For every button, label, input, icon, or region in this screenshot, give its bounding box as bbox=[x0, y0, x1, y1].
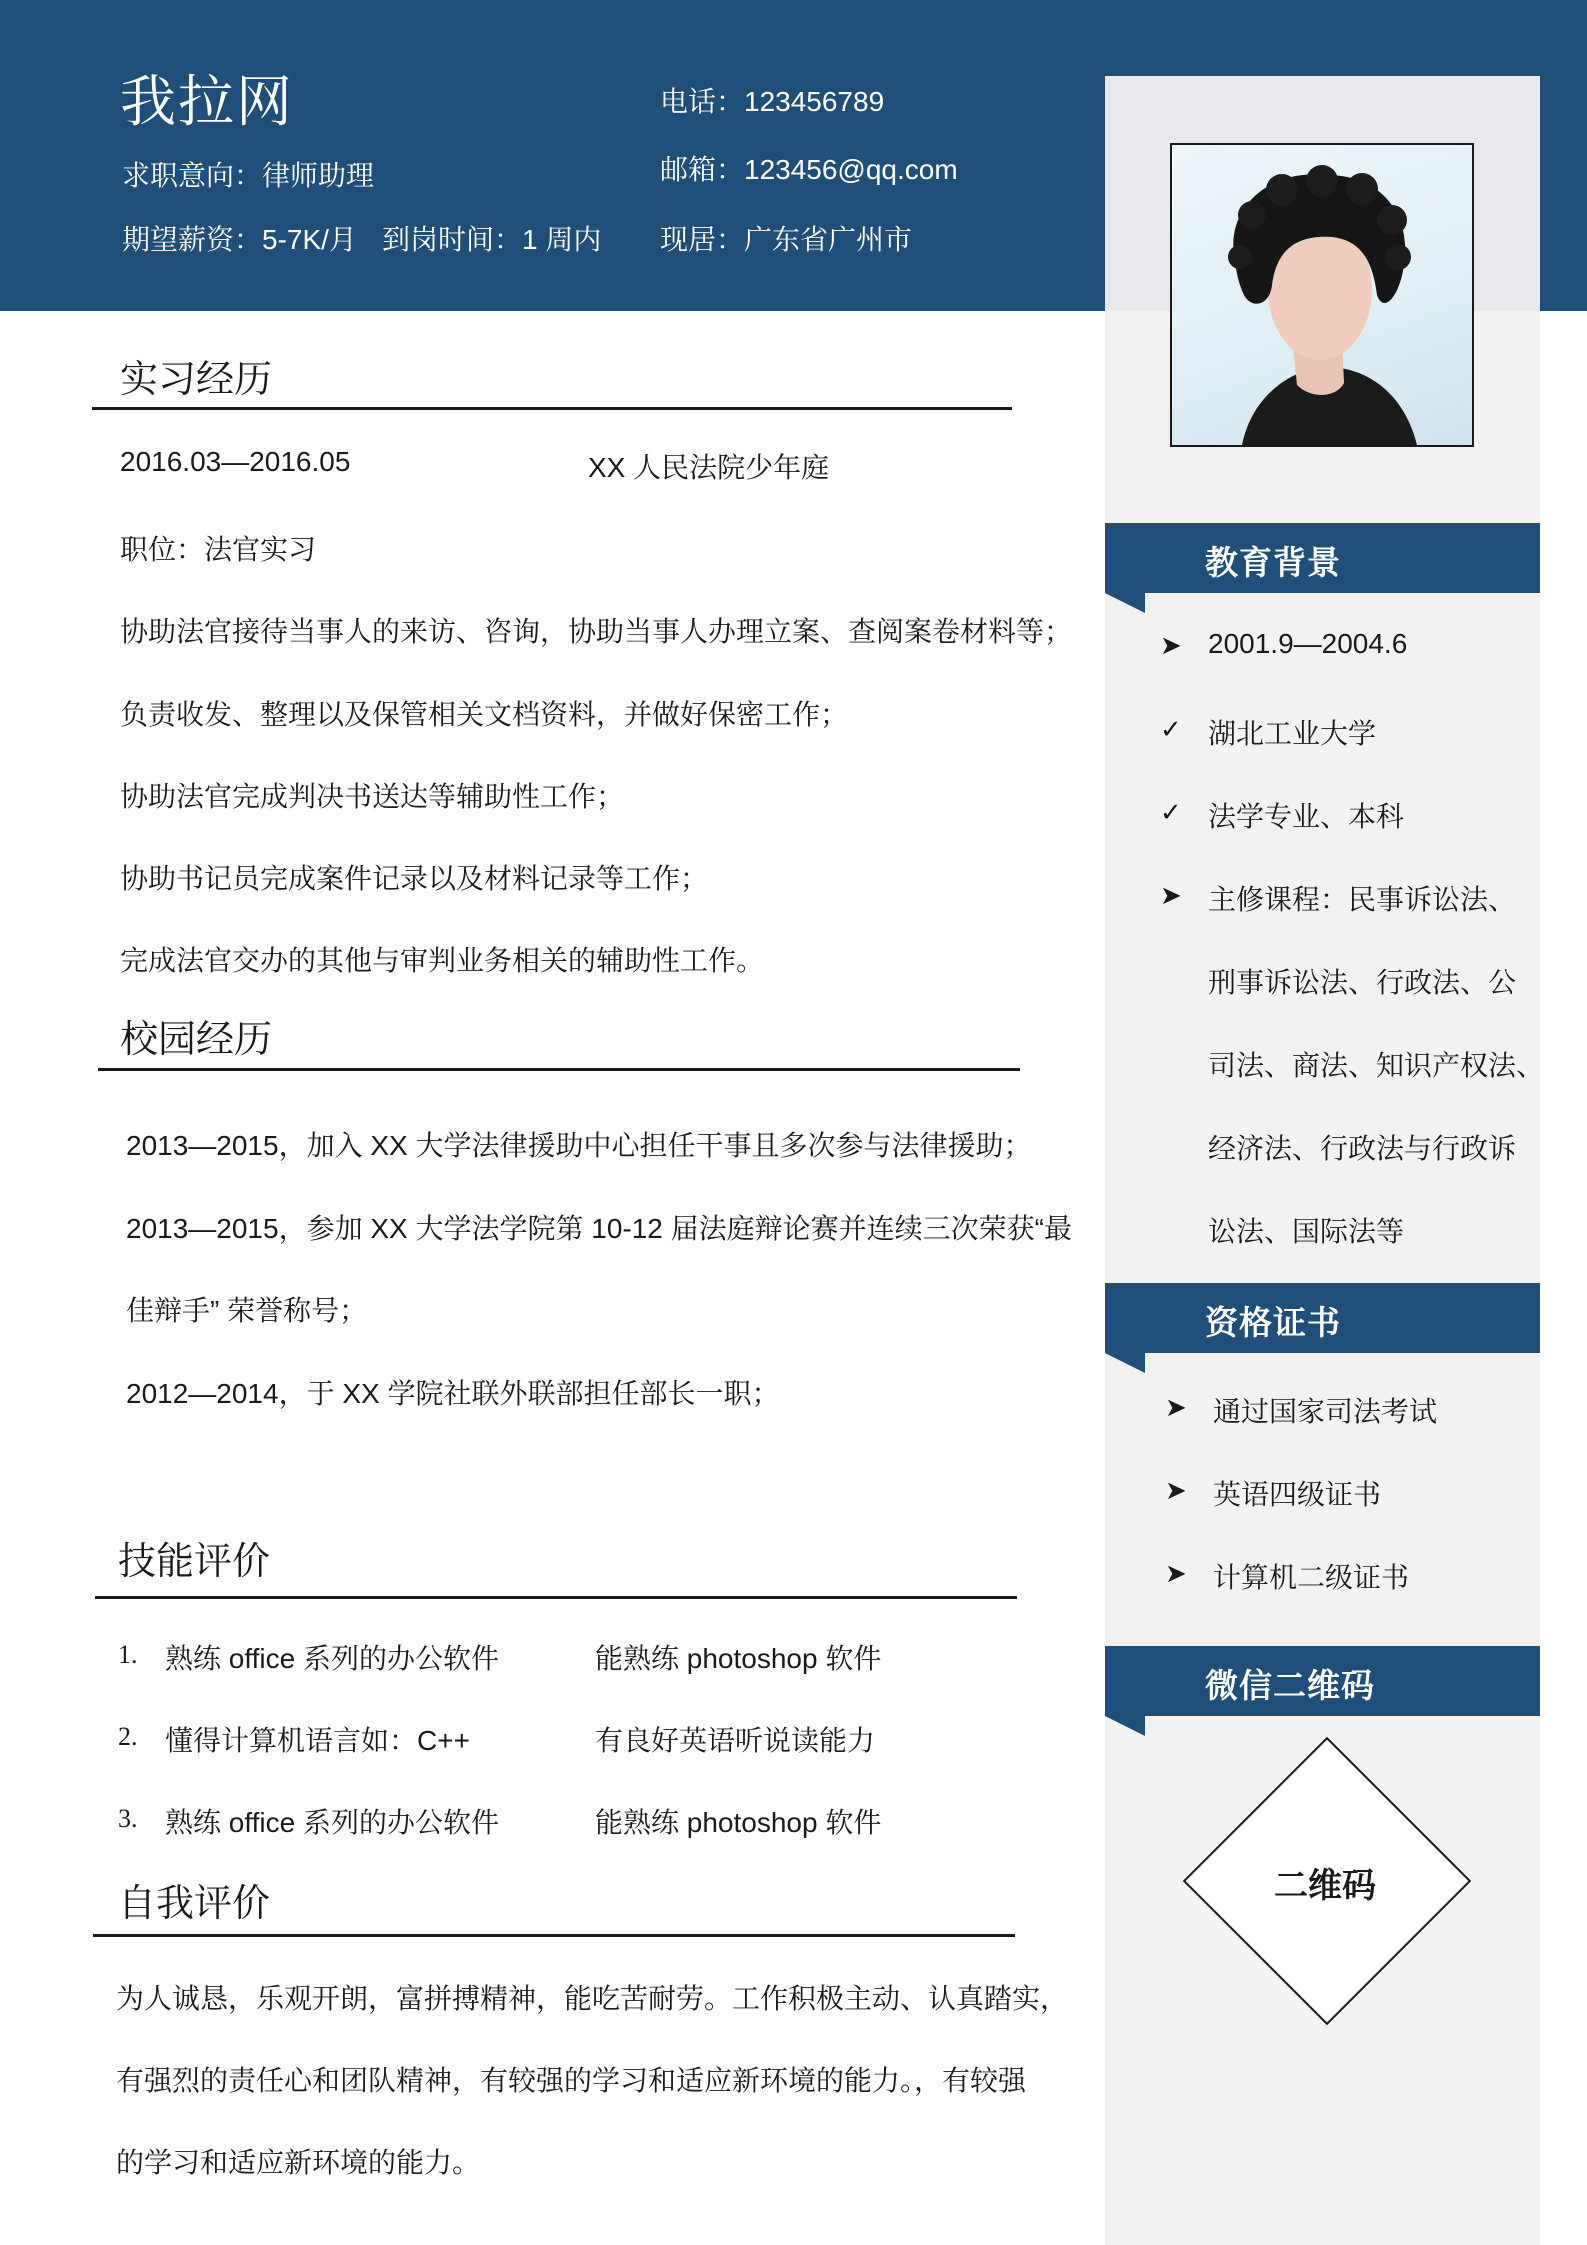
skill-item: 熟练 office 系列的办公软件 bbox=[165, 1643, 499, 1674]
campus-title: 校园经历 bbox=[120, 1019, 273, 1061]
internship-duty: 协助法官完成判决书送达等辅助性工作； bbox=[120, 781, 625, 812]
certificates-title: 资格证书 bbox=[1205, 1304, 1341, 1341]
internship-title: 实习经历 bbox=[120, 359, 273, 401]
current-location: 现居：广东省广州市 bbox=[660, 224, 913, 255]
certificate-item: 计算机二级证书 bbox=[1213, 1562, 1410, 1593]
check-icon: ✓ bbox=[1160, 714, 1182, 744]
phone: 电话：123456789 bbox=[660, 86, 885, 117]
skill-item: 懂得计算机语言如：C++ bbox=[165, 1725, 470, 1756]
arrow-icon: ➤ bbox=[1165, 1392, 1187, 1422]
wechat-title: 微信二维码 bbox=[1205, 1667, 1375, 1704]
certificate-item: 通过国家司法考试 bbox=[1213, 1396, 1438, 1427]
education-item: 刑事诉讼法、行政法、公 bbox=[1208, 967, 1517, 998]
photo-curl bbox=[1306, 165, 1338, 197]
education-item: 经济法、行政法与行政诉 bbox=[1208, 1133, 1517, 1164]
photo-curl bbox=[1377, 205, 1407, 235]
education-item: 主修课程：民事诉讼法、 bbox=[1208, 884, 1517, 915]
campus-item: 2012—2014，于 XX 学院社联外联部担任部长一职； bbox=[126, 1378, 780, 1409]
email: 邮箱：123456@qq.com bbox=[660, 154, 958, 185]
education-item: 司法、商法、知识产权法、 bbox=[1208, 1050, 1545, 1081]
skill-number: 3. bbox=[118, 1804, 138, 1833]
photo-curl bbox=[1385, 244, 1411, 270]
skill-number: 2. bbox=[118, 1722, 138, 1751]
photo-curl bbox=[1346, 173, 1378, 205]
expected-salary: 期望薪资：5-7K/月 bbox=[122, 224, 357, 255]
photo-curl bbox=[1238, 201, 1266, 229]
arrow-icon: ➤ bbox=[1165, 1558, 1187, 1588]
internship-divider bbox=[92, 407, 1012, 410]
skill-number: 1. bbox=[118, 1640, 138, 1669]
internship-duty: 协助法官接待当事人的来访、咨询，协助当事人办理立案、查阅案卷材料等； bbox=[120, 616, 1073, 647]
skill-item: 有良好英语听说读能力 bbox=[595, 1725, 876, 1756]
skills-divider bbox=[95, 1596, 1017, 1599]
arrow-icon: ➤ bbox=[1165, 1475, 1187, 1505]
certificate-item: 英语四级证书 bbox=[1213, 1479, 1382, 1510]
internship-organization: XX 人民法院少年庭 bbox=[588, 452, 830, 483]
campus-divider bbox=[98, 1068, 1020, 1071]
arrival-time: 到岗时间：1 周内 bbox=[382, 224, 602, 255]
self-eval-line: 为人诚恳，乐观开朗，富拼搏精神，能吃苦耐劳。工作积极主动、认真踏实， bbox=[116, 1983, 1069, 2014]
internship-duty: 协助书记员完成案件记录以及材料记录等工作； bbox=[120, 863, 709, 894]
certificates-header-fold bbox=[1105, 1353, 1145, 1373]
qr-code-label: 二维码 bbox=[1274, 1867, 1376, 1905]
campus-item: 2013—2015，加入 XX 大学法律援助中心担任干事且多次参与法律援助； bbox=[126, 1130, 1032, 1161]
photo-curl bbox=[1228, 245, 1252, 269]
arrow-icon: ➤ bbox=[1160, 880, 1182, 910]
education-item: 法学专业、本科 bbox=[1208, 801, 1405, 832]
education-header-fold bbox=[1105, 593, 1145, 613]
certificates-header bbox=[1105, 1283, 1540, 1373]
education-item: 讼法、国际法等 bbox=[1208, 1216, 1405, 1247]
profile-photo bbox=[1170, 143, 1474, 447]
education-item: 2001.9—2004.6 bbox=[1208, 628, 1408, 659]
candidate-name: 我拉网 bbox=[120, 70, 294, 133]
internship-duty: 完成法官交办的其他与审判业务相关的辅助性工作。 bbox=[120, 945, 765, 976]
wechat-header-fold bbox=[1105, 1716, 1145, 1736]
self-eval-title: 自我评价 bbox=[118, 1883, 271, 1925]
profile-photo-illustration bbox=[1172, 145, 1472, 445]
internship-duty: 负责收发、整理以及保管相关文档资料，并做好保密工作； bbox=[120, 699, 849, 730]
check-icon: ✓ bbox=[1160, 797, 1182, 827]
job-objective: 求职意向：律师助理 bbox=[122, 160, 375, 191]
skill-item: 能熟练 photoshop 软件 bbox=[595, 1643, 882, 1674]
self-eval-divider bbox=[93, 1934, 1015, 1937]
education-title: 教育背景 bbox=[1205, 544, 1341, 581]
arrow-icon: ➤ bbox=[1160, 630, 1182, 660]
self-eval-line: 的学习和适应新环境的能力。 bbox=[116, 2147, 481, 2178]
education-item: 湖北工业大学 bbox=[1208, 718, 1377, 749]
skill-item: 熟练 office 系列的办公软件 bbox=[165, 1807, 499, 1838]
self-eval-line: 有强烈的责任心和团队精神，有较强的学习和适应新环境的能力。，有较强 bbox=[116, 2065, 1027, 2096]
skills-title: 技能评价 bbox=[118, 1541, 271, 1583]
internship-date: 2016.03—2016.05 bbox=[120, 446, 351, 477]
campus-item: 佳辩手” 荣誉称号； bbox=[126, 1295, 368, 1326]
photo-curl bbox=[1266, 174, 1298, 206]
skill-item: 能熟练 photoshop 软件 bbox=[595, 1807, 882, 1838]
internship-position: 职位：法官实习 bbox=[120, 534, 317, 565]
wechat-header bbox=[1105, 1646, 1540, 1736]
campus-item: 2013—2015，参加 XX 大学法学院第 10-12 届法庭辩论赛并连续三次荣获“最 bbox=[126, 1213, 1072, 1244]
education-header bbox=[1105, 523, 1540, 613]
